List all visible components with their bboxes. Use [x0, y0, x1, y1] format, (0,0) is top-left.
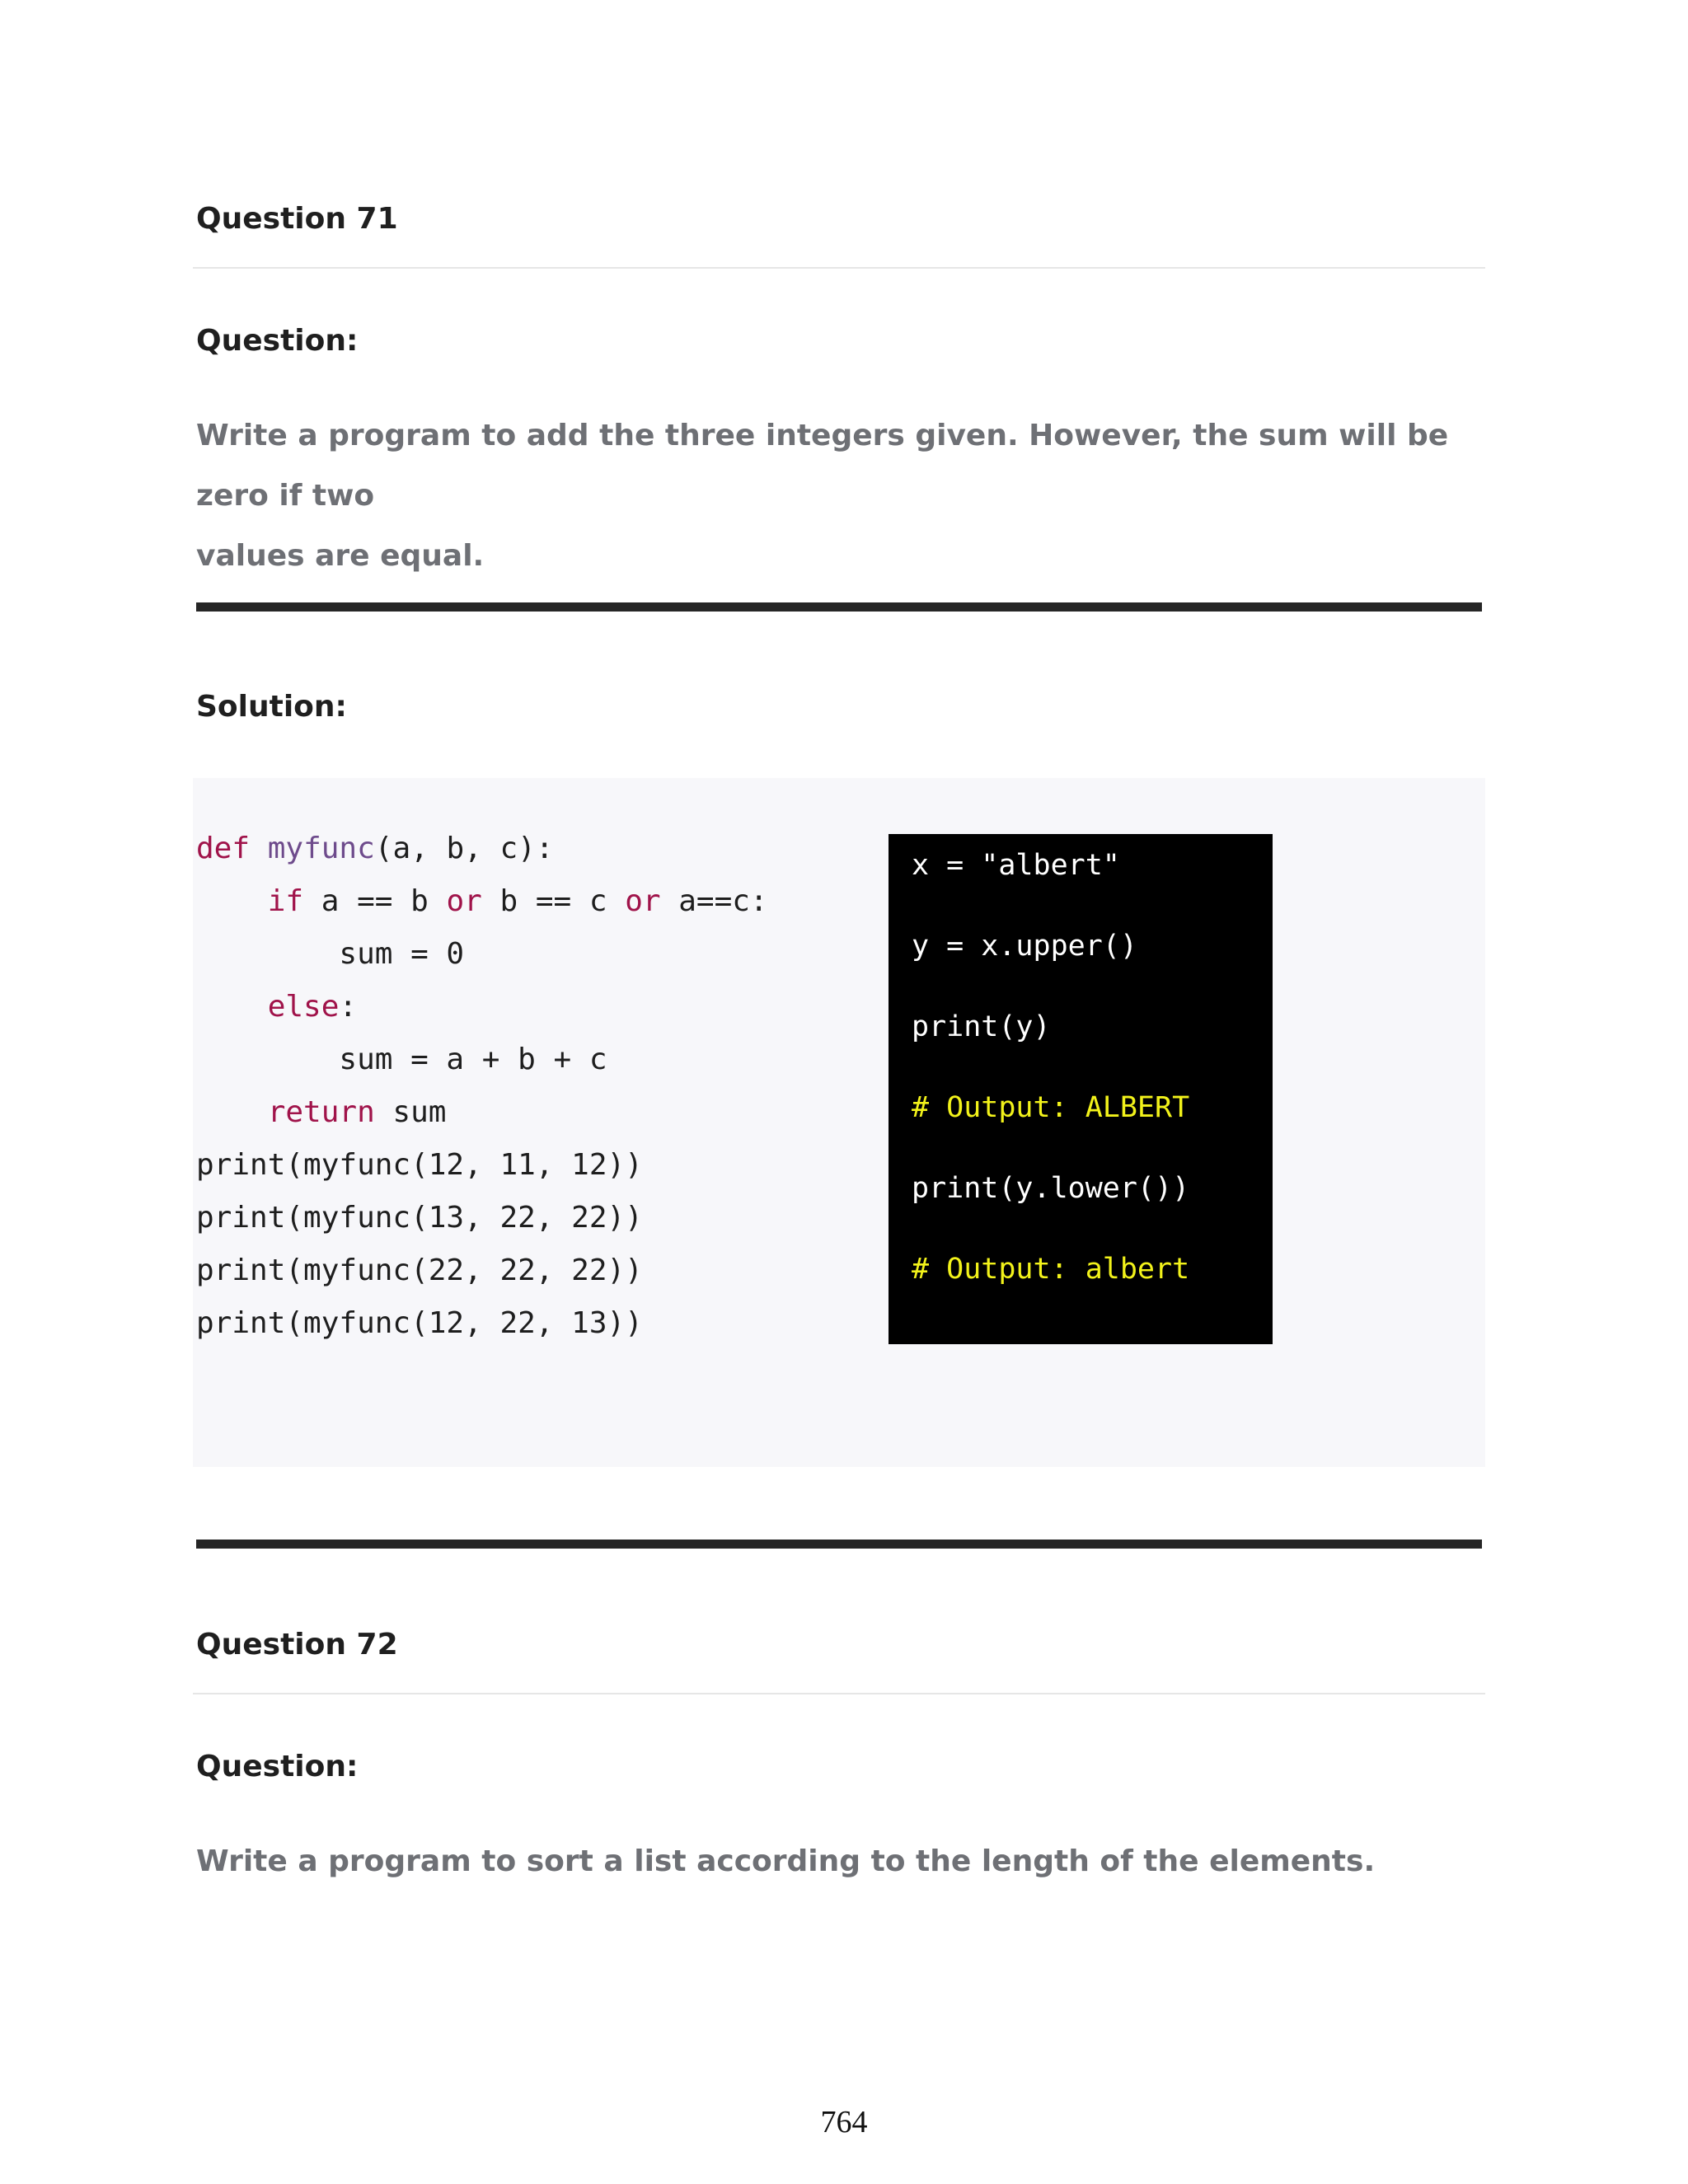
page-number: 764: [820, 2105, 868, 2139]
code-listing: [196, 831, 768, 1342]
question-label-2: Question:: [196, 1750, 359, 1783]
keyword: or: [446, 884, 482, 918]
question-text-2: Write a program to sort a list according to the length of the elements.: [196, 1844, 1376, 1878]
code-line-2: [196, 883, 768, 920]
code-text: a == b: [303, 884, 447, 918]
code-text: (a, b, c):: [374, 832, 554, 865]
keyword: else: [267, 990, 340, 1024]
question-71-title: Question 71: [196, 202, 398, 236]
code-text: a==c:: [660, 884, 768, 918]
code-line-6: [196, 1094, 768, 1131]
code-line-10: print(myfunc(12, 22, 13)): [196, 1306, 643, 1340]
title-divider: [193, 267, 1485, 269]
code-text: :: [339, 990, 358, 1024]
indent: [196, 1095, 268, 1129]
question-text-line-1: Write a program to add the three integers given. However, the sum will be zero if two: [196, 419, 1449, 513]
indent: [196, 990, 268, 1024]
keyword: return: [267, 1095, 375, 1129]
question-label: Question:: [196, 324, 359, 358]
question-text: [196, 405, 1498, 586]
keyword: if: [267, 884, 304, 918]
terminal-line-3: print(y): [912, 1010, 1051, 1043]
section-divider-2: [196, 1540, 1482, 1549]
code-line-1: [196, 831, 768, 867]
code-line-7: print(myfunc(12, 11, 12)): [196, 1148, 643, 1182]
code-line-5: sum = a + b + c: [196, 1043, 607, 1076]
keyword: def: [196, 832, 251, 865]
code-line-3: sum = 0: [196, 937, 465, 971]
indent: [196, 884, 268, 918]
code-line-8: print(myfunc(13, 22, 22)): [196, 1201, 643, 1235]
code-text: b == c: [481, 884, 626, 918]
question-text-line-2: values are equal.: [196, 539, 485, 573]
question-72-title: Question 72: [196, 1628, 398, 1661]
title-divider-2: [193, 1693, 1485, 1694]
code-line-9: print(myfunc(22, 22, 22)): [196, 1254, 643, 1287]
code-text: sum: [374, 1095, 447, 1129]
terminal-comment-1: # Output: ALBERT: [912, 1091, 1190, 1124]
terminal-line-1: x = "albert": [912, 849, 1120, 882]
section-divider: [196, 602, 1482, 612]
terminal-line-2: y = x.upper(): [912, 930, 1137, 963]
function-name: myfunc: [267, 832, 375, 865]
terminal-comment-2: # Output: albert: [912, 1253, 1190, 1286]
output-terminal: [889, 834, 1273, 1344]
solution-label: Solution:: [196, 690, 347, 724]
code-line-4: [196, 989, 768, 1025]
keyword: or: [625, 884, 661, 918]
terminal-line-5: print(y.lower()): [912, 1172, 1190, 1205]
